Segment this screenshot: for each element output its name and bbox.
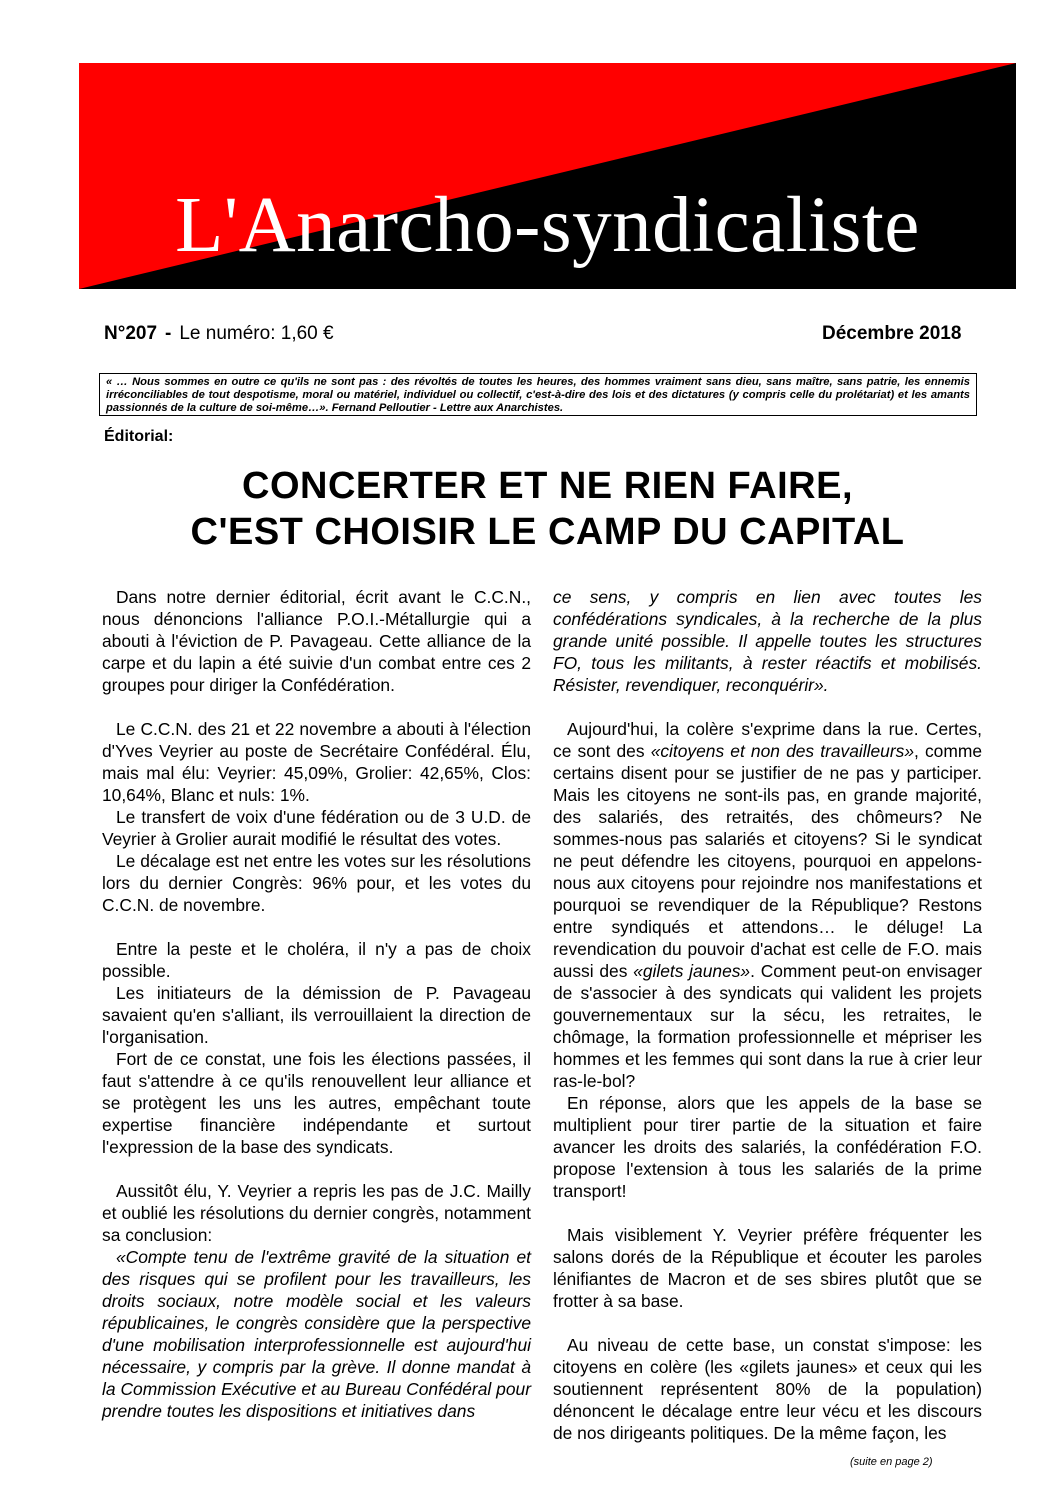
headline bbox=[79, 463, 1016, 555]
section-label: Éditorial: bbox=[104, 428, 174, 445]
paragraph: Dans notre dernier éditorial, écrit avant le C.C.N., nous dénoncions l'alliance P.O.I.-Métallurgie qui a abouti à l'éviction de P. Pavageau. Cette alliance de la carpe et du lapin a été suivie d'un combat entre ces 2 groupes pour diriger la Confédération. bbox=[102, 587, 531, 695]
paragraph: Fort de ce constat, une fois les élections passées, il faut s'attendre à ce qu'ils renouvellent leur alliance et se protègent les uns les autres, empêchant toute expertise financière indépendante et surtout l'expression de la base des syndicats. bbox=[102, 1049, 531, 1157]
continued-note: (suite en page 2) bbox=[850, 1456, 933, 1468]
paragraph: Mais visiblement Y. Veyrier préfère fréquenter les salons dorés de la République et écouter les paroles lénifiantes de Macron et de ses sbires plutôt que se frotter à sa base. bbox=[553, 1225, 982, 1311]
text-run: , comme certains disent pour se justifier de ne pas y participer. Mais les citoyens ne sont-ils pas, en grande majorité, des salariés, des retraités, des chômeurs? Ne sommes-nous pas salariés et citoyens? Si le syndicat ne peut défendre les citoyens, pourquoi en appelons-nous aux citoyens pour rejoindre nos manifestations et pourquoi se revendiquer de la République? Restons entre syndiqués et attendons… le déluge! La revendication du pouvoir d'achat est celle de F.O. mais aussi des bbox=[553, 741, 982, 981]
paragraph: Entre la peste et le choléra, il n'y a pas de choix possible. bbox=[102, 939, 531, 981]
issue-date: Décembre 2018 bbox=[822, 323, 962, 344]
paragraph: Au niveau de cette base, un constat s'impose: les citoyens en colère (les «gilets jaunes» et ceux qui les soutiennent représentent 80% de la population) dénoncent le décalage entre leur vécu et les discours de nos dirigeants politiques. De la même façon, les bbox=[553, 1335, 982, 1443]
newspaper-title: L'Anarcho-syndicaliste bbox=[175, 182, 920, 269]
quoted-resolution: «Compte tenu de l'extrême gravité de la situation et des risques qui se profilent pour les travailleurs, les droits sociaux, notre modèle social et les valeurs républicaines, le congrès considère que la perspective d'une mobilisation interprofessionnelle est aujourd'hui nécessaire, y compris par la grève. Il donne mandat à la Commission Exécutive et au Bureau Confédéral pour prendre toutes les dispositions et initiatives dans bbox=[102, 1247, 531, 1421]
text-run: Aujourd'hui, la colère s'exprime dans la rue. Certes, ce sont des bbox=[553, 719, 982, 761]
paragraph: Aussitôt élu, Y. Veyrier a repris les pas de J.C. Mailly et oublié les résolutions du dernier congrès, notamment sa conclusion: bbox=[102, 1181, 531, 1245]
issue-separator: - bbox=[165, 323, 172, 344]
issue-price: Le numéro: 1,60 € bbox=[179, 323, 334, 344]
masthead bbox=[79, 63, 1016, 289]
article-column-right bbox=[553, 586, 982, 1444]
paragraph bbox=[553, 718, 982, 1092]
article-column-left bbox=[102, 586, 531, 1422]
paragraph: Le décalage est net entre les votes sur les résolutions lors du dernier Congrès: 96% pour, et les votes du C.C.N. de novembre. bbox=[102, 851, 531, 915]
epigraph-quote: « … Nous sommes en outre ce qu'ils ne sont pas : des révoltés de toutes les heures, des hommes vraiment sans dieu, sans maître, sans patrie, les ennemis irréconciliables de tout despotisme, moral ou matériel, individuel ou collectif, c'est-à-dire des lois et des dictatures (y compris celle du prolétariat) et les amants passionnés de la culture de soi-même…». Fernand Pelloutier - Lettre aux Anarchistes. bbox=[99, 373, 977, 416]
issue-number: N°207 bbox=[104, 323, 158, 344]
text-run: . Comment peut-on envisager de s'associer à des syndicats qui valident les projets gouvernementaux sur la sécu, les retraites, le chômage, la formation professionnelle et mépriser les hommes et les femmes qui sont dans la rue à crier leur ras-le-bol? bbox=[553, 961, 982, 1091]
paragraph: En réponse, alors que les appels de la base se multiplient pour tirer partie de la situation et faire avancer les droits des salariés, la confédération F.O. propose l'extension à tous les salariés de la prime transport! bbox=[553, 1093, 982, 1201]
paragraph: Le C.C.N. des 21 et 22 novembre a abouti à l'élection d'Yves Veyrier au poste de Secrétaire Confédéral. Élu, mais mal élu: Veyrier: 45,09%, Grolier: 42,65%, Clos: 10,64%, Blanc et nuls: 1%. bbox=[102, 719, 531, 805]
paragraph: Les initiateurs de la démission de P. Pavageau savaient qu'en s'alliant, ils verrouillaient la direction de l'organisation. bbox=[102, 983, 531, 1047]
headline-line-2: C'EST CHOISIR LE CAMP DU CAPITAL bbox=[190, 511, 905, 553]
issue-info bbox=[104, 323, 334, 345]
quote-gilets-jaunes: «gilets jaunes» bbox=[633, 961, 751, 981]
quoted-resolution-continued: ce sens, y compris en lien avec toutes les confédérations syndicales, à la recherche de la plus grande unité possible. Il appelle toutes les structures FO, tous les militants, à rester réactifs et mobilisés. Résister, revendiquer, reconquérir». bbox=[553, 587, 982, 695]
headline-line-1: CONCERTER ET NE RIEN FAIRE, bbox=[242, 465, 853, 507]
quote-citoyens: «citoyens et non des travailleurs» bbox=[650, 741, 915, 761]
paragraph: Le transfert de voix d'une fédération ou de 3 U.D. de Veyrier à Grolier aurait modifié le résultat des votes. bbox=[102, 807, 531, 849]
